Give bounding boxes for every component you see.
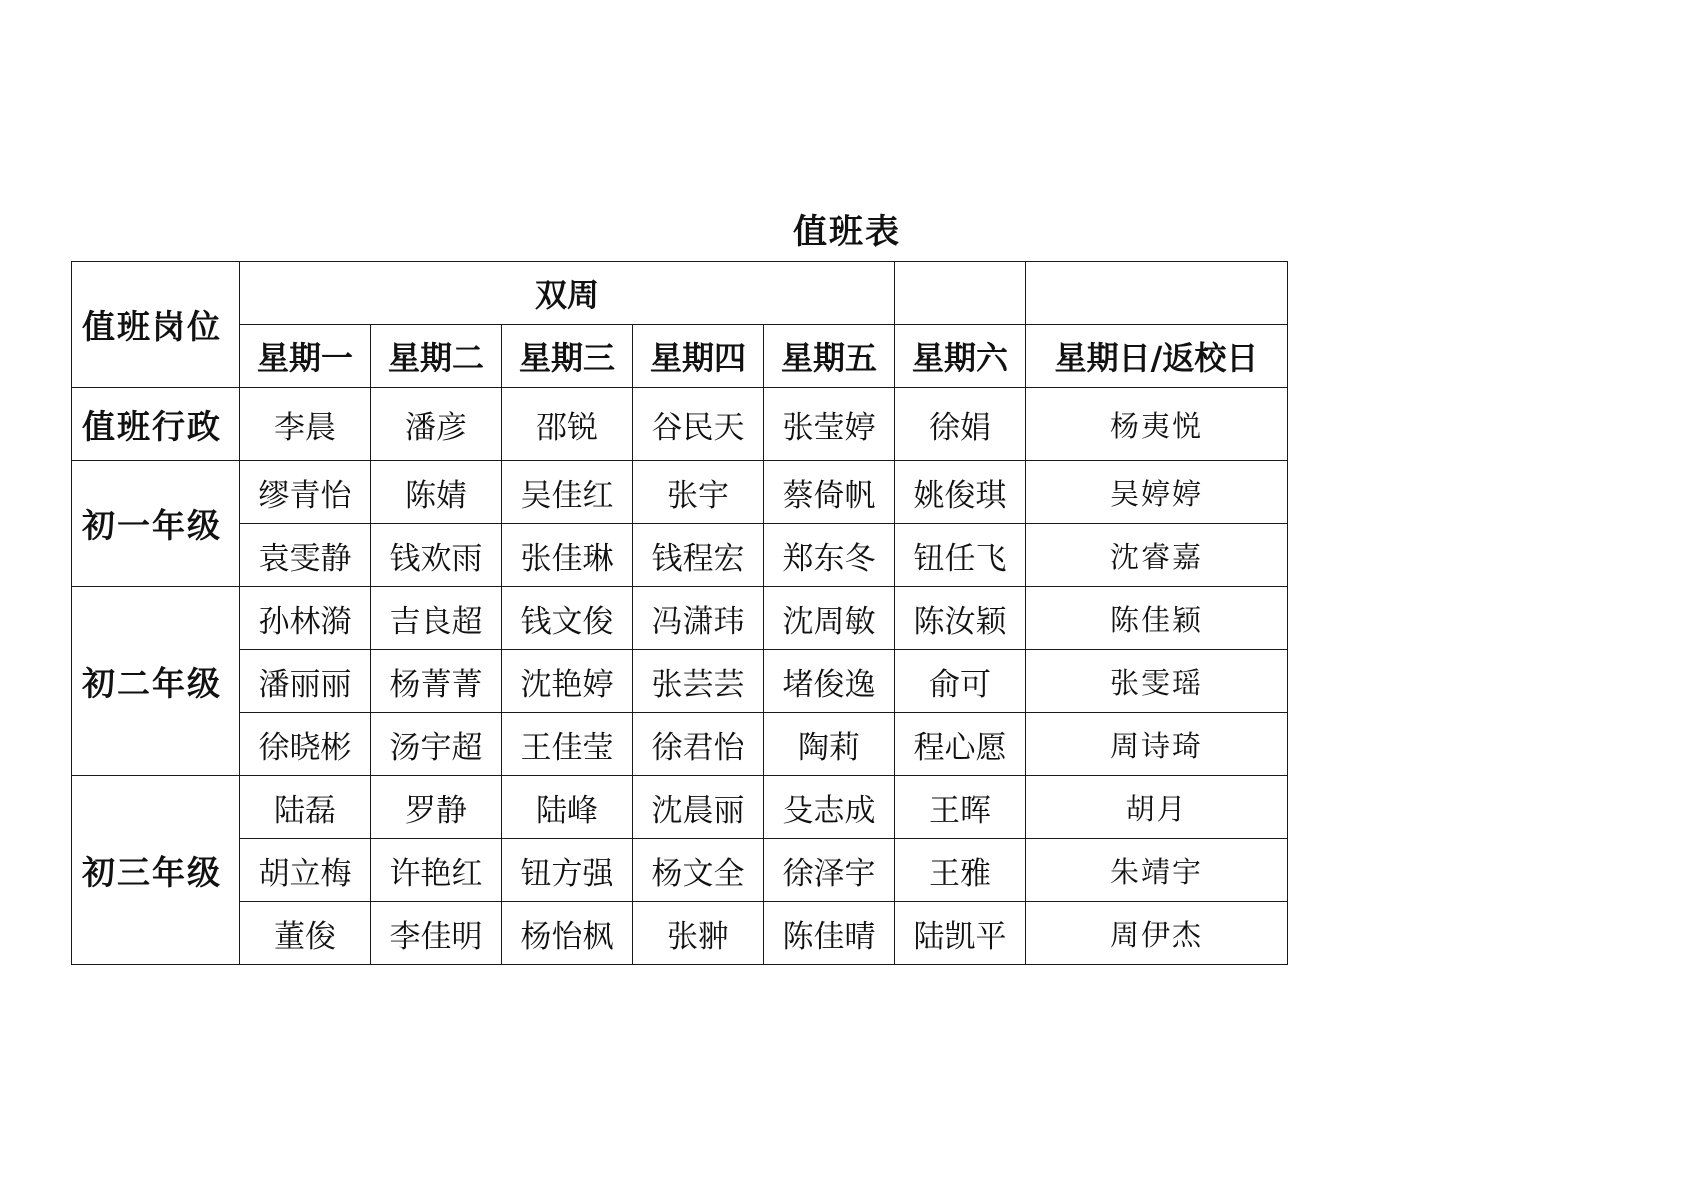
table-row — [72, 713, 1288, 776]
duty-cell-thursday: 钱程宏 — [633, 524, 764, 587]
duty-cell-sunday: 胡月 — [1026, 776, 1288, 839]
duty-cell-saturday: 王雅 — [895, 839, 1026, 902]
table-row — [72, 902, 1288, 965]
duty-cell-sunday: 杨夷悦 — [1026, 388, 1288, 461]
saturday-blank-cell — [895, 262, 1026, 325]
day-header-tuesday: 星期二 — [371, 325, 502, 388]
duty-cell-tuesday: 钱欢雨 — [371, 524, 502, 587]
duty-cell-friday: 殳志成 — [764, 776, 895, 839]
duty-cell-tuesday: 陈婧 — [371, 461, 502, 524]
header-row-days — [72, 325, 1288, 388]
duty-cell-friday: 陶莉 — [764, 713, 895, 776]
duty-cell-friday: 郑东冬 — [764, 524, 895, 587]
duty-cell-thursday: 张宇 — [633, 461, 764, 524]
table-row — [72, 461, 1288, 524]
duty-cell-saturday: 姚俊琪 — [895, 461, 1026, 524]
duty-cell-wednesday: 吴佳红 — [502, 461, 633, 524]
duty-cell-saturday: 俞可 — [895, 650, 1026, 713]
duty-cell-thursday: 徐君怡 — [633, 713, 764, 776]
table-row — [72, 388, 1288, 461]
duty-cell-sunday: 周诗琦 — [1026, 713, 1288, 776]
duty-cell-sunday: 周伊杰 — [1026, 902, 1288, 965]
duty-cell-tuesday: 潘彦 — [371, 388, 502, 461]
duty-cell-wednesday: 杨怡枫 — [502, 902, 633, 965]
duty-cell-thursday: 张翀 — [633, 902, 764, 965]
header-row-week — [72, 262, 1288, 325]
duty-cell-tuesday: 吉良超 — [371, 587, 502, 650]
duty-cell-monday: 胡立梅 — [240, 839, 371, 902]
duty-cell-monday: 李晨 — [240, 388, 371, 461]
duty-cell-friday: 蔡倚帆 — [764, 461, 895, 524]
duty-cell-thursday: 杨文全 — [633, 839, 764, 902]
table-row — [72, 839, 1288, 902]
duty-cell-saturday: 王晖 — [895, 776, 1026, 839]
duty-cell-thursday: 冯潇玮 — [633, 587, 764, 650]
post-label-grade-9: 初三年级 — [72, 776, 240, 965]
duty-cell-wednesday: 王佳莹 — [502, 713, 633, 776]
duty-cell-saturday: 程心愿 — [895, 713, 1026, 776]
duty-cell-tuesday: 许艳红 — [371, 839, 502, 902]
duty-cell-thursday: 谷民天 — [633, 388, 764, 461]
duty-cell-wednesday: 张佳琳 — [502, 524, 633, 587]
day-header-thursday: 星期四 — [633, 325, 764, 388]
duty-cell-monday: 陆磊 — [240, 776, 371, 839]
week-group-header: 双周 — [240, 262, 895, 325]
duty-cell-friday: 陈佳晴 — [764, 902, 895, 965]
duty-cell-thursday: 沈晨丽 — [633, 776, 764, 839]
duty-cell-wednesday: 沈艳婷 — [502, 650, 633, 713]
duty-cell-sunday: 朱靖宇 — [1026, 839, 1288, 902]
duty-cell-sunday: 沈睿嘉 — [1026, 524, 1288, 587]
duty-cell-saturday: 徐娟 — [895, 388, 1026, 461]
duty-cell-sunday: 张雯瑶 — [1026, 650, 1288, 713]
duty-cell-friday: 沈周敏 — [764, 587, 895, 650]
table-row — [72, 524, 1288, 587]
duty-cell-monday: 潘丽丽 — [240, 650, 371, 713]
duty-cell-monday: 孙林漪 — [240, 587, 371, 650]
duty-cell-monday: 徐晓彬 — [240, 713, 371, 776]
duty-cell-wednesday: 陆峰 — [502, 776, 633, 839]
duty-cell-friday: 堵俊逸 — [764, 650, 895, 713]
duty-cell-monday: 董俊 — [240, 902, 371, 965]
table-row — [72, 587, 1288, 650]
roster-body — [72, 262, 1288, 965]
duty-cell-tuesday: 汤宇超 — [371, 713, 502, 776]
duty-cell-sunday: 吴婷婷 — [1026, 461, 1288, 524]
duty-cell-friday: 徐泽宇 — [764, 839, 895, 902]
post-label-admin: 值班行政 — [72, 388, 240, 461]
duty-cell-wednesday: 钮方强 — [502, 839, 633, 902]
duty-roster-table — [71, 261, 1288, 965]
duty-cell-tuesday: 李佳明 — [371, 902, 502, 965]
table-row — [72, 776, 1288, 839]
duty-cell-wednesday: 钱文俊 — [502, 587, 633, 650]
day-header-saturday: 星期六 — [895, 325, 1026, 388]
duty-cell-sunday: 陈佳颖 — [1026, 587, 1288, 650]
document-title: 值班表 — [793, 212, 901, 252]
day-header-friday: 星期五 — [764, 325, 895, 388]
post-label-grade-8: 初二年级 — [72, 587, 240, 776]
duty-cell-monday: 缪青怡 — [240, 461, 371, 524]
table-row — [72, 650, 1288, 713]
sunday-blank-cell — [1026, 262, 1288, 325]
duty-cell-friday: 张莹婷 — [764, 388, 895, 461]
duty-cell-tuesday: 杨菁菁 — [371, 650, 502, 713]
duty-cell-thursday: 张芸芸 — [633, 650, 764, 713]
duty-cell-tuesday: 罗静 — [371, 776, 502, 839]
duty-cell-monday: 袁雯静 — [240, 524, 371, 587]
day-header-sunday: 星期日/返校日 — [1026, 325, 1288, 388]
day-header-wednesday: 星期三 — [502, 325, 633, 388]
day-header-monday: 星期一 — [240, 325, 371, 388]
duty-cell-saturday: 钮任飞 — [895, 524, 1026, 587]
duty-cell-saturday: 陈汝颖 — [895, 587, 1026, 650]
post-header-cell: 值班岗位 — [72, 262, 240, 388]
post-label-grade-7: 初一年级 — [72, 461, 240, 587]
duty-cell-wednesday: 邵锐 — [502, 388, 633, 461]
duty-cell-saturday: 陆凯平 — [895, 902, 1026, 965]
